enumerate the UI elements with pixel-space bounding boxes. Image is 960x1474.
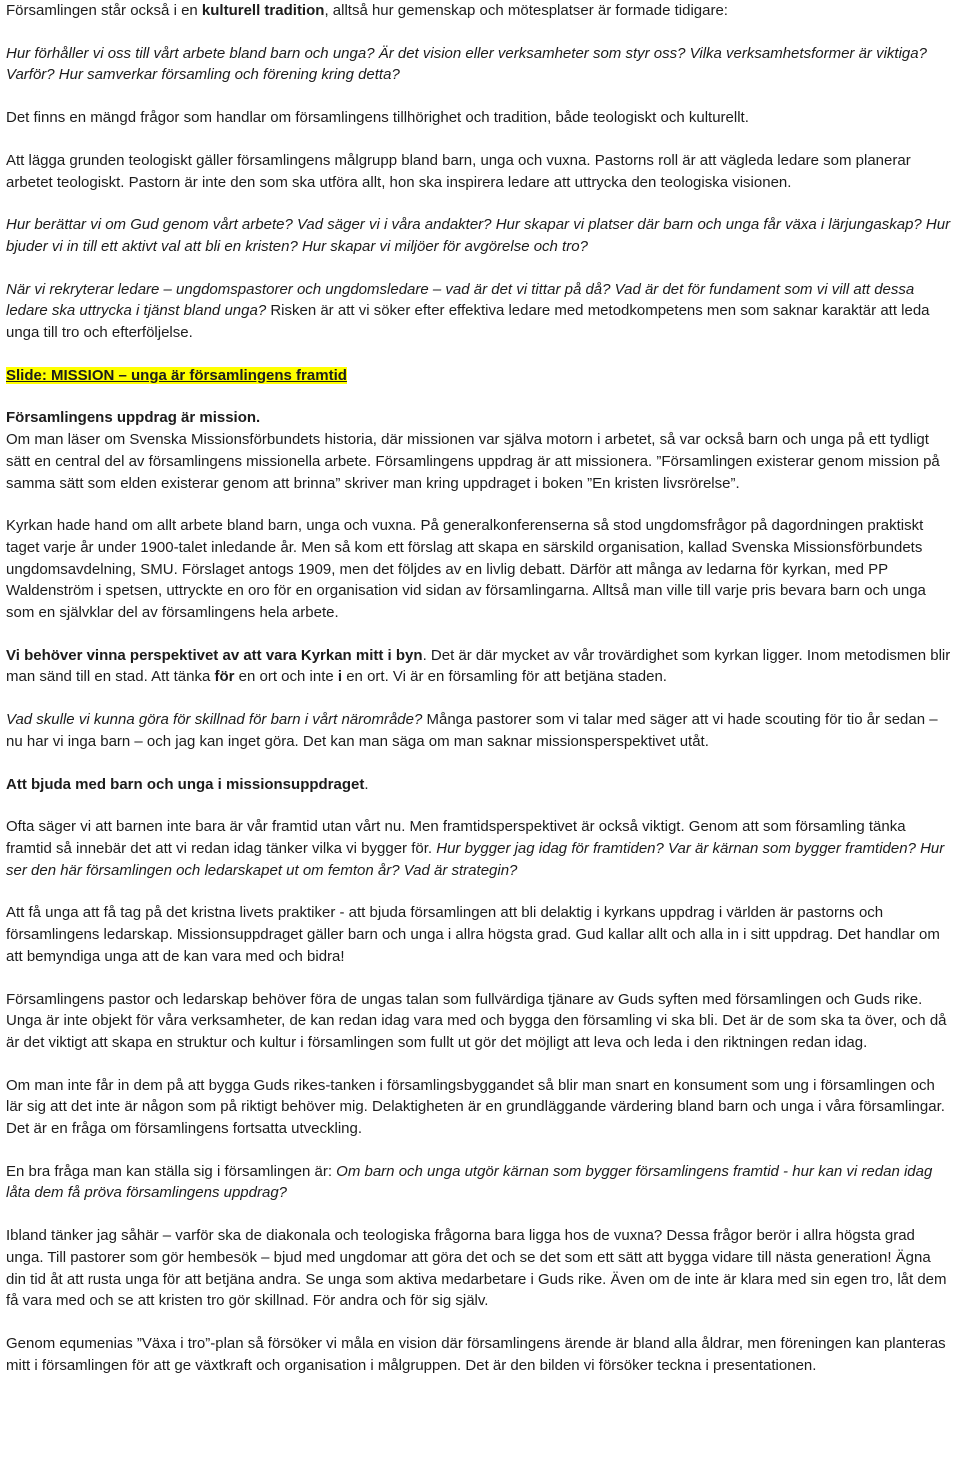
text-run: . — [364, 775, 369, 793]
text-run: Genom equmenias ”Växa i tro”-plan så försöker vi måla en vision där församlingens ärende är bland alla åldrar, men föreningen kan planteras mitt i församlingen för att ge växtkraft och organisation i målgruppen. Det är den bilden vi försöker teckna i presentationen. — [6, 1334, 946, 1374]
paragraph-theological-foundation — [6, 150, 954, 193]
italic-text: Hur berättar vi om Gud genom vårt arbete? Vad säger vi i våra andakter? Hur skapar vi platser där barn och unga får växa i lärjungaskap? Hur bjuder vi in till ett aktivt val att bli en kristen? Hur skapar vi miljöer för avgörelse och tro? — [6, 216, 951, 255]
bold-text: kulturell tradition — [201, 2, 325, 19]
text-run: Ofta säger vi att barnen inte bara är vår framtid utan vårt nu. Men framtidsperspektivet är också viktigt. Genom att som församling tänka framtid så innebär det att vi redan idag tänker vilka vi bygger för. — [6, 818, 906, 857]
text-run: Församlingens pastor och ledarskap behöver föra de ungas talan som fullvärdiga tjänare av Guds syften med församlingen och Guds rike. Unga är inte objekt för våra verksamheter, de kan redan idag vara med och bygga den församling vi ska bli. Det är de som ska ta över, och då är det viktigt att skapa en struktur och kultur i församlingen som fullt ut gör det möjligt att leva och leda i den riktningen redan idag. — [6, 990, 947, 1051]
paragraph-cultural-tradition — [6, 0, 954, 22]
paragraph-leadership — [6, 989, 954, 1054]
heading-mission — [6, 407, 954, 429]
paragraph-future — [6, 816, 954, 881]
paragraph-consumer — [6, 1075, 954, 1140]
text-run: Det finns en mängd frågor som handlar om församlingens tillhörighet och tradition, både teologiskt och kulturellt. — [6, 109, 749, 127]
slide-heading — [6, 365, 954, 387]
text-run: Att lägga grunden teologiskt gäller församlingens målgrupp bland barn, unga och vuxna. Pastorns roll är att vägleda ledare som planerar arbetet teologiskt. Pastorn är inte den som ska utföra allt, hon ska inspirera ledare att uttrycka den teologiska visionen. — [6, 151, 911, 191]
italic-text: När vi rekryterar ledare – ungdomspastorer och ungdomsledare – vad är det vi tittar på då? Vad är det för fundament som vi vill att dessa ledare ska uttrycka i tjänst bland unga? — [6, 280, 915, 320]
bold-text: Vi behöver vinna perspektivet av att vara Kyrkan mitt i byn — [6, 646, 423, 664]
italic-text: Om barn och unga utgör kärnan som bygger församlingens framtid - hur kan vi redan idag låta dem få pröva församlingens uppdrag? — [6, 1162, 933, 1202]
text-run: Kyrkan hade hand om allt arbete bland barn, unga och vuxna. På generalkonferenserna så stod ungdomsfrågor på dagordningen praktiskt taget varje år under 1900-talet inledande år. Men så kom ett förslag att skapa en särskild organisation, kallad Svenska Missionsförbundets ungdomsavdelning, SMU. Förslaget antogs 1909, men det följdes av en livlig debatt. Därför att många av ledarna för kyrkan, med PP Waldenström i spetsen, uttryckte en oro för en organisation vid sidan av församlingarna. Alltså man ville till varje pris bevara barn och unga som en självklar del av församlingens hela arbete. — [6, 517, 926, 622]
paragraph-questions-god — [6, 214, 954, 257]
paragraph-history — [6, 429, 954, 494]
heading-invite-mission — [6, 774, 954, 796]
paragraph-questions-work — [6, 43, 954, 86]
text-run: en ort och inte — [234, 668, 338, 686]
italic-text: Hur förhåller vi oss till vårt arbete bland barn och unga? Är det vision eller verksamheter som styr oss? Vilka verksamhetsformer är viktiga? Varför? Hur samverkar församling och förening kring detta? — [6, 44, 927, 84]
paragraph-recruiting — [6, 279, 954, 344]
paragraph-church-smu — [6, 515, 954, 624]
text-run: Församlingen står också i en — [6, 2, 202, 19]
text-run: Många pastorer som vi talar med säger att vi hade scouting för tio år sedan – nu har vi inga barn – och jag kan inget göra. Det kan man säga om man saknar missionsperspektivet utåt. — [6, 711, 938, 750]
paragraph-neighbourhood — [6, 709, 954, 752]
text-run: Om man läser om Svenska Missionsförbundets historia, där missionen var själva motorn i arbetet, så var också barn och unga på ett tydligt sätt en central del av församlingens missionella arbete. Församlingens uppdrag är att missionera. ”Församlingen existerar genom mission på samma sätt som elden existerar genom att brinna” skriver man kring uppdraget i boken ”En kristen livsrörelse”. — [6, 431, 940, 492]
text-run: . Det är där mycket av vår trovärdighet som kyrkan ligger. Inom metodismen blir man sänd till en stad. Att tänka — [6, 646, 951, 686]
bold-text: i — [337, 668, 343, 686]
bold-text: för — [214, 668, 235, 686]
italic-text: Hur bygger jag idag för framtiden? Var är kärnan som bygger framtiden? Hur ser den här församlingen och ledarskapet ut om femton år? Vad är strategin? — [6, 839, 945, 879]
paragraph-church-in-village — [6, 645, 954, 688]
paragraph-practices — [6, 902, 954, 967]
text-run: , alltså hur gemenskap och mötesplatser är formade tidigare: — [324, 2, 728, 19]
slide-label: Slide: MISSION – unga är församlingens framtid — [6, 366, 347, 384]
text-run: en ort. Vi är en församling för att betjäna staden. — [342, 668, 667, 686]
italic-text: Vad skulle vi kunna göra för skillnad för barn i vårt närområde? — [6, 711, 423, 729]
text-run: Ibland tänker jag såhär – varför ska de diakonala och teologiska frågorna bara ligga hos de vuxna? Dessa frågor berör i allra högsta grad unga. Till pastorer som gör hembesök – bjud med ungdomar att göra det och se det som ett sätt att bygga vidare till nästa generation! Ägna din tid åt att rusta unga för att betjäna andra. Se unga som aktiva medarbetare i Guds rike. Även om de inte är klara med sin egen tro, låt dem få vara med och se att kristen tro gör skillnad. För andra och för sig själv. — [6, 1227, 947, 1310]
text-run: Risken är att vi söker efter effektiva ledare med metodkompetens men som saknar karaktär att leda unga till tro och efterföljelse. — [6, 302, 930, 342]
paragraph-equmenia — [6, 1333, 954, 1376]
text-run: En bra fråga man kan ställa sig i församlingen är: — [6, 1162, 337, 1180]
paragraph-diaconal — [6, 1225, 954, 1312]
paragraph-belonging — [6, 107, 954, 129]
bold-text: Församlingens uppdrag är mission. — [6, 409, 261, 427]
bold-text: Att bjuda med barn och unga i missionsuppdraget — [6, 775, 365, 793]
text-run: Att få unga att få tag på det kristna livets praktiker - att bjuda församlingen att bli delaktig i kyrkans uppdrag i världen är pastorns och församlingens ledarskap. Missionsuppdraget gäller barn och unga i allra högsta grad. Gud kallar allt och alla in i sitt uppdrag. Det handlar om att bemyndiga unga att de kan vara med och bidra! — [6, 904, 940, 965]
paragraph-good-question — [6, 1161, 954, 1204]
text-run: Om man inte får in dem på att bygga Guds rikes-tanken i församlingsbyggandet så blir man snart en konsument som ung i församlingen och lär sig att det inte är någon som på riktigt behöver mig. Delaktigheten är en grundläggande värdering bland barn och unga i våra församlingar. Det är en fråga om församlingens fortsatta utveckling. — [6, 1076, 945, 1138]
